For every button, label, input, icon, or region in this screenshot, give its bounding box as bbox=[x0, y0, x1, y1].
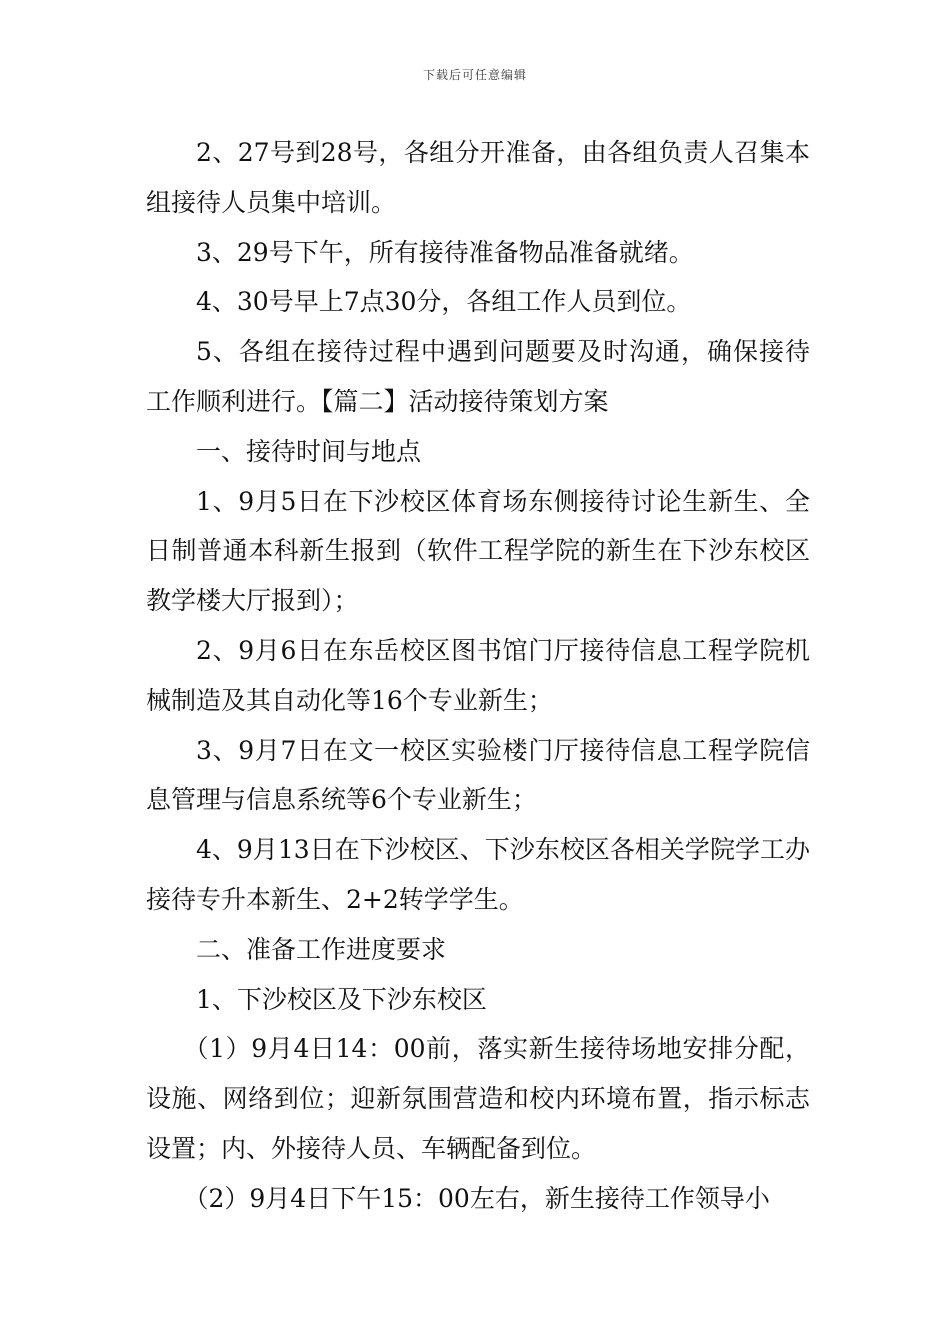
document-body bbox=[146, 128, 810, 1224]
paragraph-2: 3、29号下午，所有接待准备物品准备就绪。 bbox=[196, 237, 694, 267]
paragraph-4: 5、各组在接待过程中遇到问题要及时沟通，确保接待工作顺利进行。【篇二】活动接待策划方案 bbox=[146, 337, 810, 416]
paragraph-9: （1）9月4日14：00前，落实新生接待场地安排分配，设施、网络到位；迎新氛围营造和校内环境布置，指示标志设置；内、外接待人员、车辆配备到位。 bbox=[146, 1034, 810, 1163]
paragraph-1: 2、27号到28号，各组分开准备，由各组负责人召集本组接待人员集中培训。 bbox=[146, 138, 810, 217]
paragraph-7: 3、9月7日在文一校区实验楼门厅接待信息工程学院信息管理与信息系统等6个专业新生； bbox=[146, 735, 810, 815]
section-heading-1: 一、接待时间与地点 bbox=[196, 436, 422, 466]
paragraph-5: 1、9月5日在下沙校区体育场东侧接待讨论生新生、全日制普通本科新生报到（软件工程学院的新生在下沙东校区教学楼大厅报到）； bbox=[146, 486, 810, 616]
paragraph-8: 4、9月13日在下沙校区、下沙东校区各相关学院学工办接待专升本新生、2+2转学学生。 bbox=[146, 835, 810, 914]
paragraph-6: 2、9月6日在东岳校区图书馆门厅接待信息工程学院机械制造及其自动化等16个专业新生； bbox=[146, 635, 810, 715]
subsection-heading-1: 1、下沙校区及下沙东校区 bbox=[196, 984, 487, 1014]
paragraph-10: （2）9月4日下午15：00左右，新生接待工作领导小 bbox=[183, 1183, 770, 1213]
paragraph-3: 4、30号早上7点30分，各组工作人员到位。 bbox=[196, 287, 692, 317]
section-heading-2: 二、准备工作进度要求 bbox=[196, 934, 447, 964]
page-header: 下载后可任意编辑 bbox=[422, 68, 527, 82]
